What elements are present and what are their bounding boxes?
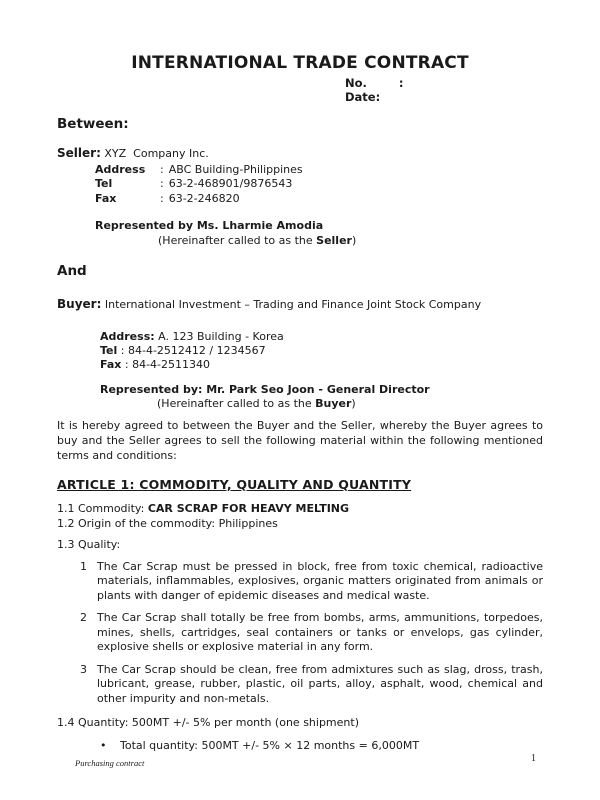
seller-address-value: ABC Building-Philippines [168,162,303,176]
buyer-represented: Represented by: Mr. Park Seo Joon - General Director [100,382,430,396]
quality-item-3 [80,663,543,707]
buyer-address-label: Address: [100,329,155,343]
seller-name-line [57,146,543,162]
buyer-hereinafter [157,397,543,412]
no-colon: : [398,76,404,90]
seller-fax-value: 63-2-246820 [168,191,240,205]
quality-item-3-number: 3 [80,662,87,676]
buyer-represented-line [100,383,543,412]
quality-item-2-number: 2 [80,611,87,624]
and-heading: And [57,263,87,279]
buyer-tel-label: Tel [100,343,118,357]
quality-item-3-text: The Car Scrap should be clean, free from admixtures such as slag, dross, trash, lubricant, grease, rubber, plastic, oil parts, alloy, asphalt, wood, chemical and other impurity and non-metals. [97,662,543,705]
seller-address-row [95,163,543,178]
seller-tel-value: 63-2-468901/9876543 [168,177,293,190]
quality-item-1-number: 1 [80,559,87,573]
seller-address-label: Address [95,162,146,176]
seller-tel-row [95,177,543,192]
buyer-name-line [57,297,543,313]
contract-number-line [345,76,543,90]
buyer-tel-row [100,344,543,358]
seller-fax-sep: : [160,191,164,205]
buyer-hereinafter-bold: Buyer [315,397,352,410]
buyer-hereinafter-suffix: ) [351,397,356,410]
buyer-tel-sep: : [117,343,128,357]
seller-name: XYZ Company Inc. [104,147,209,160]
quality-item-2-text: The Car Scrap shall totally be free from bombs, arms, ammunitions, torpedoes, mines, shells, cartridges, seal containers or tanks or envelops, gas cylinder, explosive shells or explosive material in any form. [97,611,543,653]
buyer-tel-value: 84-4-2512412 / 1234567 [127,343,266,357]
seller-fax-row [95,192,543,207]
buyer-name: International Investment – Trading and Finance Joint Stock Company [104,298,482,311]
buyer-address-row [100,330,543,344]
clause-1-3: 1.3 Quality: [57,537,121,551]
buyer-address-value: A. 123 Building - Korea [158,329,284,343]
buyer-fax-sep: : [121,357,133,371]
seller-represented: Represented by Ms. Lharmie Amodia [95,219,324,232]
bullet-icon: • [100,739,107,752]
buyer-fax-value: 84-4-2511340 [132,357,211,371]
seller-hereinafter-bold: Seller [316,233,352,247]
footer-document-name: Purchasing contract [75,758,145,768]
article1-heading: ARTICLE 1: COMMODITY, QUALITY AND QUANTITY [57,476,412,492]
buyer-details [100,330,543,372]
document-title: INTERNATIONAL TRADE CONTRACT [131,53,469,73]
buyer-fax-row [100,358,543,372]
seller-details [95,163,543,207]
total-quantity-bullet [100,739,543,754]
clause-1-4: 1.4 Quantity: 500MT +/- 5% per month (one shipment) [57,716,359,729]
seller-hereinafter-prefix: (Hereinafter called to as the [158,233,317,247]
clause-1-1-prefix: 1.1 Commodity: [57,501,148,515]
clause-1-2: 1.2 Origin of the commodity: Philippines [57,516,278,530]
seller-represented-line [95,219,543,248]
seller-hereinafter-suffix: ) [351,233,357,247]
quality-item-1-text: The Car Scrap must be pressed in block, free from toxic chemical, radioactive materials, inflammables, explosives, organic matters originated from animals or plants with danger of epidemic diseases and medical waste. [97,559,543,602]
clause-1-1 [57,501,543,516]
seller-fax-label: Fax [95,191,117,205]
intro-paragraph: It is hereby agreed to between the Buyer and the Seller, whereby the Buyer agrees to buy and the Seller agrees to sell the following material within the following mentioned terms and conditions: [57,418,543,462]
quality-item-1 [80,560,543,604]
between-heading: Between: [57,116,129,132]
seller-address-sep: : [160,162,164,176]
buyer-fax-label: Fax [100,357,122,371]
seller-tel-sep: : [160,177,164,190]
no-date-block [345,76,543,104]
no-label: No. [345,76,367,90]
seller-tel-label: Tel [95,177,113,190]
clause-1-1-commodity: CAR SCRAP FOR HEAVY MELTING [147,501,350,515]
quality-item-2 [80,611,543,655]
contract-date-line: Date: [345,90,381,104]
buyer-hereinafter-prefix: (Hereinafter called to as the [157,397,316,410]
total-quantity-text: Total quantity: 500MT +/- 5% × 12 months = 6,000MT [120,739,420,752]
buyer-label: Buyer: [57,297,102,311]
seller-hereinafter [158,234,543,249]
footer-page-number: 1 [531,753,536,764]
seller-label: Seller: [57,146,101,160]
